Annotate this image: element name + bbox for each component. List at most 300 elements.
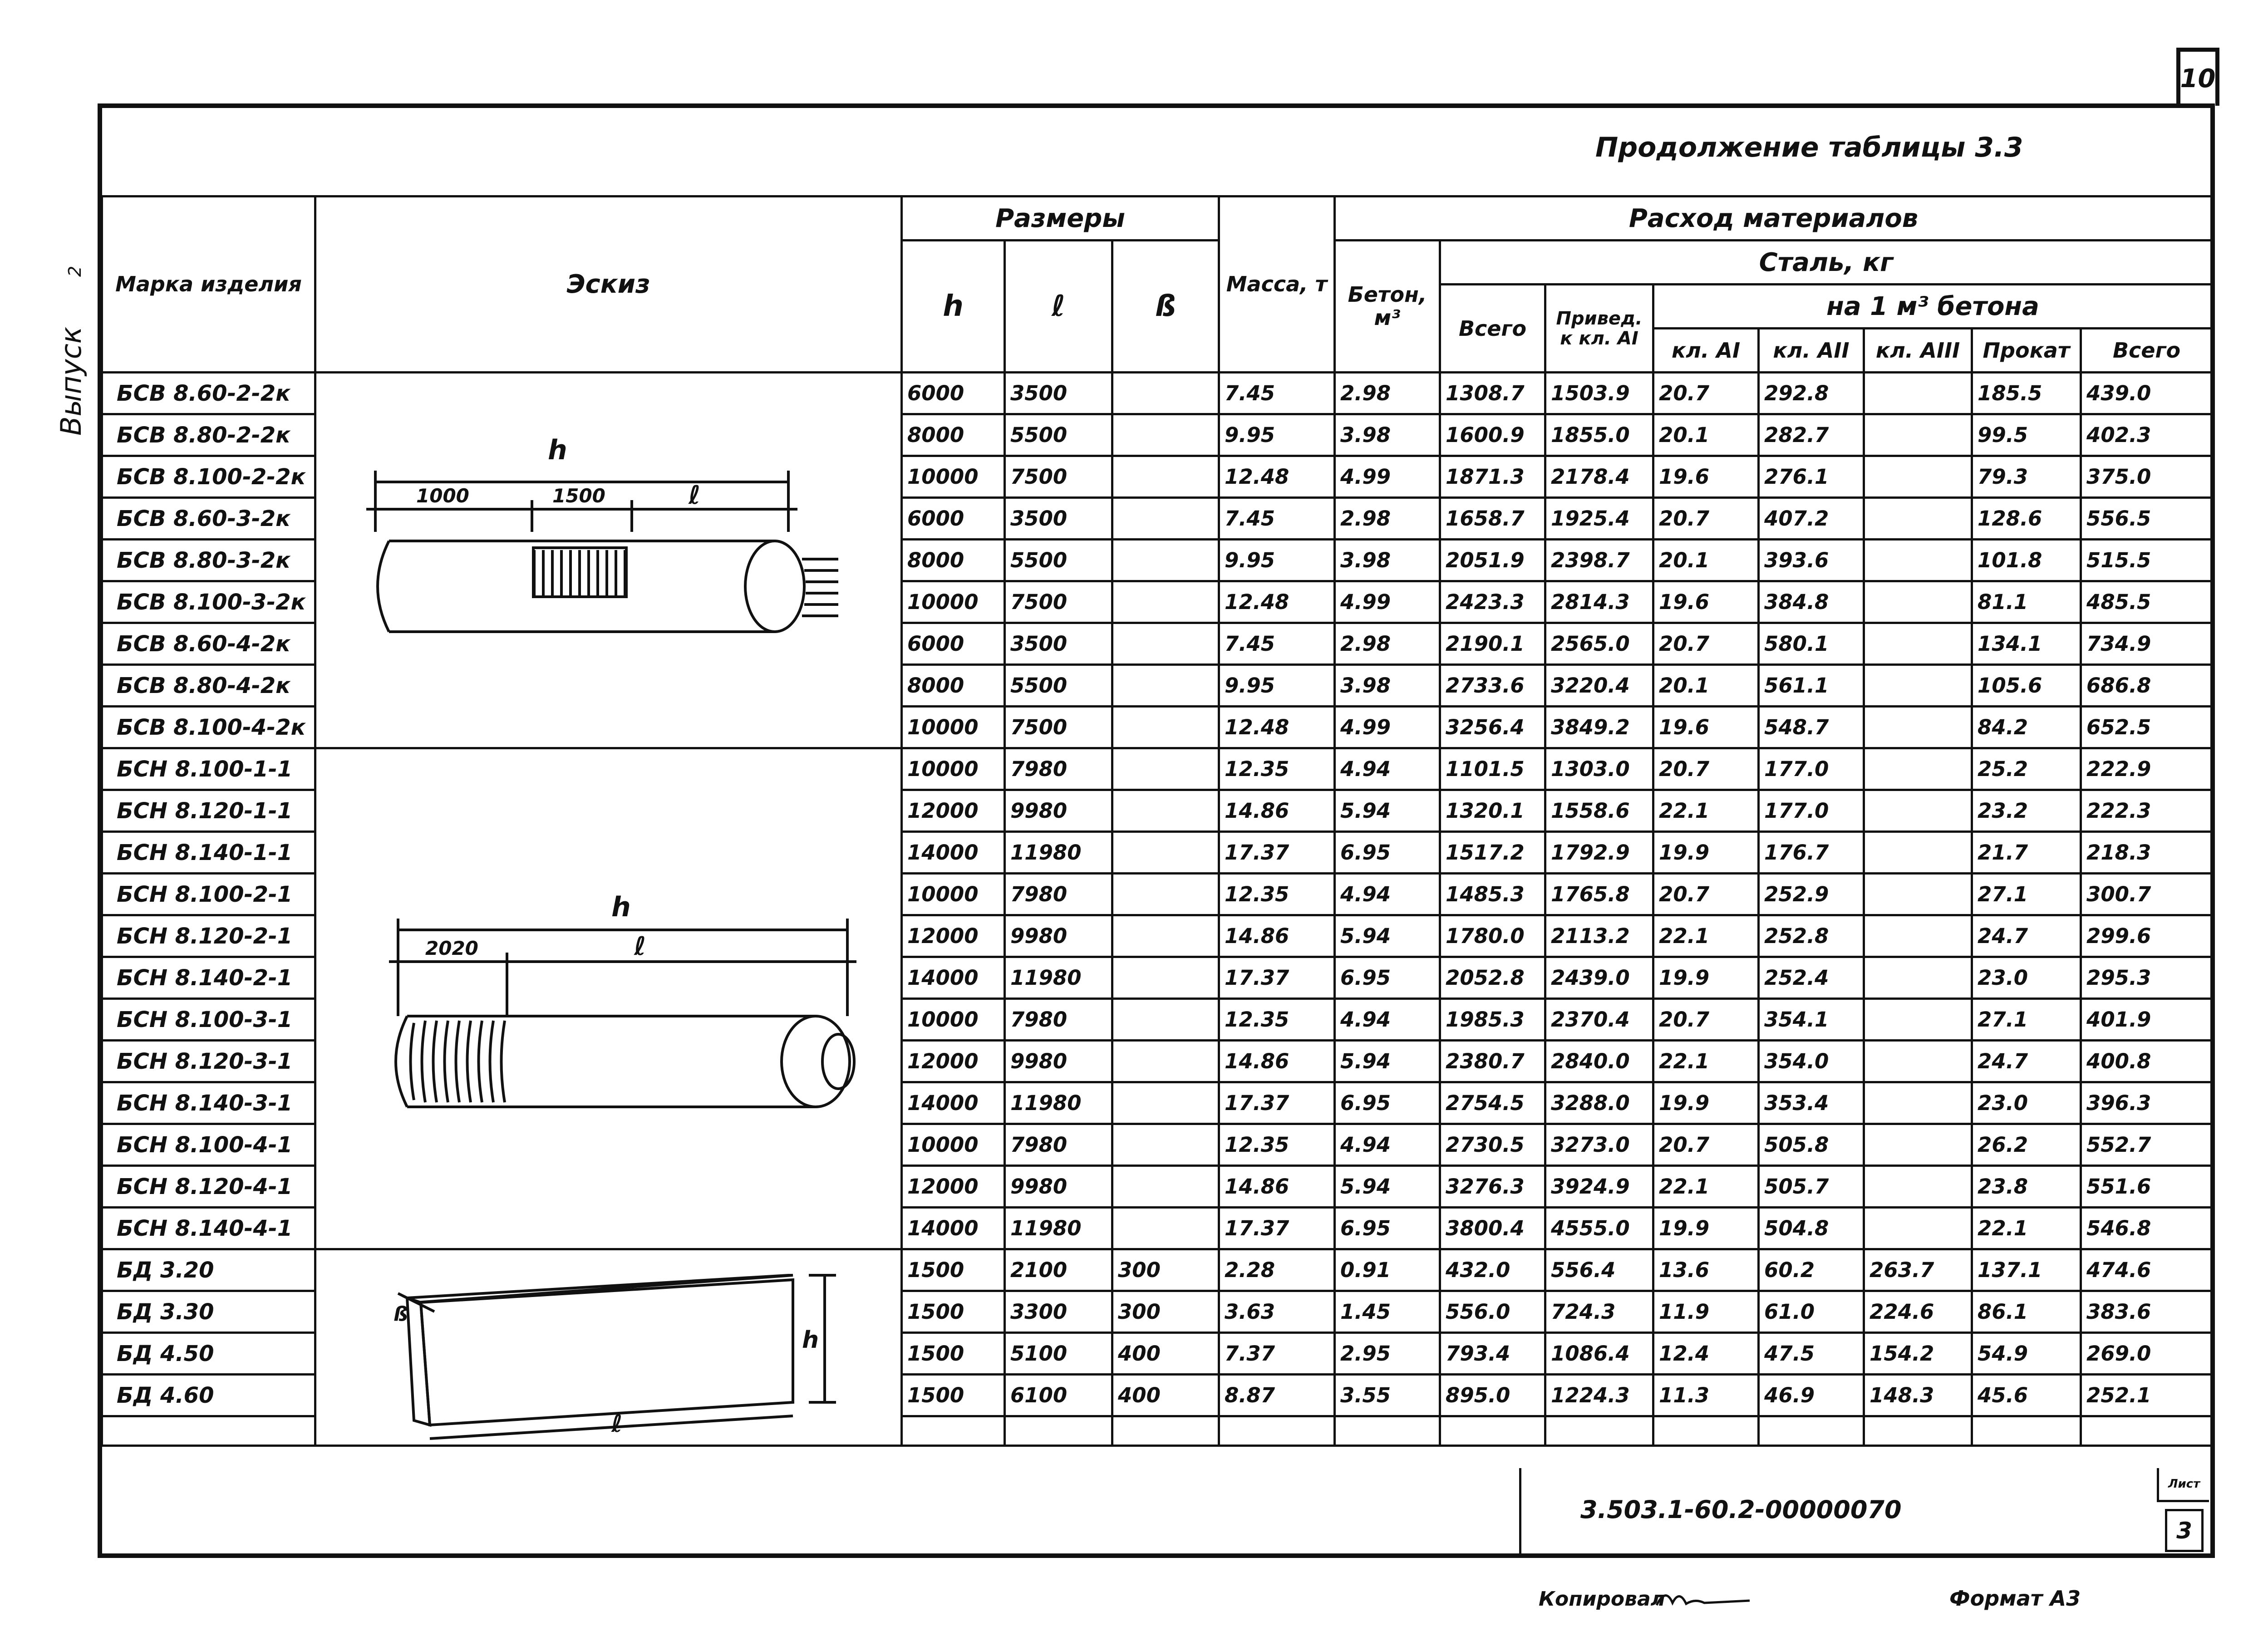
cell-mass: 7.45 xyxy=(1219,373,1335,414)
cell-reduced: 3924.9 xyxy=(1545,1166,1653,1208)
cell-total: 2730.5 xyxy=(1440,1124,1545,1166)
cell-reduced: 724.3 xyxy=(1545,1291,1653,1333)
cell-a2: 177.0 xyxy=(1759,790,1864,832)
cell-l: 5500 xyxy=(1005,665,1112,707)
cell-reduced: 1855.0 xyxy=(1545,414,1653,456)
sketch-cell xyxy=(315,373,902,748)
cell-mass: 9.95 xyxy=(1219,540,1335,581)
sketch3-h-label: h xyxy=(802,1327,819,1354)
cell-l: 5500 xyxy=(1005,414,1112,456)
cell-concrete: 4.99 xyxy=(1335,581,1440,623)
cell-l: 7980 xyxy=(1005,874,1112,915)
cell-a1: 20.7 xyxy=(1653,623,1759,665)
cell-total: 3800.4 xyxy=(1440,1208,1545,1249)
cell-a3 xyxy=(1864,832,1972,874)
cell-mass: 17.37 xyxy=(1219,1208,1335,1249)
cell-b xyxy=(1112,1208,1219,1249)
cell-a3 xyxy=(1864,874,1972,915)
cell-mass: 3.63 xyxy=(1219,1291,1335,1333)
cell-empty xyxy=(102,1416,315,1446)
cell-a3: 263.7 xyxy=(1864,1249,1972,1291)
sketch3-b-label: ß xyxy=(394,1302,408,1326)
cell-h: 6000 xyxy=(902,498,1005,540)
cell-h: 12000 xyxy=(902,790,1005,832)
cell-a1: 20.1 xyxy=(1653,414,1759,456)
cell-a2: 252.9 xyxy=(1759,874,1864,915)
cell-h: 14000 xyxy=(902,1208,1005,1249)
cell-total2: 252.1 xyxy=(2081,1375,2213,1416)
cell-reduced: 2398.7 xyxy=(1545,540,1653,581)
cell-l: 7500 xyxy=(1005,581,1112,623)
cell-a2: 504.8 xyxy=(1759,1208,1864,1249)
cell-mark: БСВ 8.100-2-2к xyxy=(102,456,315,498)
cell-mass: 17.37 xyxy=(1219,832,1335,874)
cell-l: 9980 xyxy=(1005,790,1112,832)
cell-a2: 177.0 xyxy=(1759,748,1864,790)
cell-a1: 19.6 xyxy=(1653,581,1759,623)
cell-total: 1320.1 xyxy=(1440,790,1545,832)
cell-empty xyxy=(1759,1416,1864,1446)
cell-b xyxy=(1112,498,1219,540)
table-body xyxy=(102,373,2213,1446)
sketch2-dim-a: 2020 xyxy=(425,937,478,959)
cell-a3 xyxy=(1864,373,1972,414)
cell-total2: 485.5 xyxy=(2081,581,2213,623)
sketch-cell xyxy=(315,748,902,1249)
cell-a1: 19.6 xyxy=(1653,707,1759,748)
cell-a2: 505.7 xyxy=(1759,1166,1864,1208)
cell-a1: 20.7 xyxy=(1653,1124,1759,1166)
cell-total2: 300.7 xyxy=(2081,874,2213,915)
cell-l: 3500 xyxy=(1005,623,1112,665)
cell-a2: 292.8 xyxy=(1759,373,1864,414)
cell-b xyxy=(1112,999,1219,1041)
cell-b: 400 xyxy=(1112,1375,1219,1416)
cell-rolled: 99.5 xyxy=(1972,414,2081,456)
cell-reduced: 556.4 xyxy=(1545,1249,1653,1291)
sketch-bsn-pile xyxy=(316,762,902,1236)
copied-by: Копировал xyxy=(1539,1587,1665,1611)
cell-total2: 546.8 xyxy=(2081,1208,2213,1249)
cell-rolled: 134.1 xyxy=(1972,623,2081,665)
cell-concrete: 4.94 xyxy=(1335,1124,1440,1166)
cell-reduced: 2439.0 xyxy=(1545,957,1653,999)
cell-a1: 20.7 xyxy=(1653,373,1759,414)
cell-total2: 375.0 xyxy=(2081,456,2213,498)
cell-reduced: 3849.2 xyxy=(1545,707,1653,748)
cell-a1: 11.3 xyxy=(1653,1375,1759,1416)
header-b: ß xyxy=(1112,241,1219,373)
cell-empty xyxy=(1219,1416,1335,1446)
cell-b xyxy=(1112,581,1219,623)
cell-a1: 19.9 xyxy=(1653,832,1759,874)
cell-mass: 12.35 xyxy=(1219,748,1335,790)
cell-h: 8000 xyxy=(902,665,1005,707)
cell-mass: 12.35 xyxy=(1219,874,1335,915)
cell-mass: 17.37 xyxy=(1219,1082,1335,1124)
cell-reduced: 2565.0 xyxy=(1545,623,1653,665)
sketch1-dim-b: 1500 xyxy=(552,484,605,507)
cell-a2: 282.7 xyxy=(1759,414,1864,456)
cell-total: 556.0 xyxy=(1440,1291,1545,1333)
cell-total2: 396.3 xyxy=(2081,1082,2213,1124)
cell-total2: 552.7 xyxy=(2081,1124,2213,1166)
cell-a2: 176.7 xyxy=(1759,832,1864,874)
cell-concrete: 5.94 xyxy=(1335,1041,1440,1082)
cell-mark: БСН 8.140-2-1 xyxy=(102,957,315,999)
signature-icon xyxy=(1654,1585,1754,1612)
cell-total2: 222.9 xyxy=(2081,748,2213,790)
cell-mark: БСН 8.120-3-1 xyxy=(102,1041,315,1082)
cell-a1: 19.9 xyxy=(1653,1208,1759,1249)
cell-mass: 17.37 xyxy=(1219,957,1335,999)
cell-concrete: 3.98 xyxy=(1335,540,1440,581)
cell-total: 1780.0 xyxy=(1440,915,1545,957)
cell-l: 11980 xyxy=(1005,957,1112,999)
cell-reduced: 1558.6 xyxy=(1545,790,1653,832)
cell-l: 6100 xyxy=(1005,1375,1112,1416)
cell-total: 1485.3 xyxy=(1440,874,1545,915)
sketch3-l-label: ℓ xyxy=(611,1410,623,1438)
cell-l: 9980 xyxy=(1005,1041,1112,1082)
header-cl-a1: кл. AI xyxy=(1653,329,1759,373)
cell-total: 2052.8 xyxy=(1440,957,1545,999)
cell-a2: 580.1 xyxy=(1759,623,1864,665)
cell-a2: 60.2 xyxy=(1759,1249,1864,1291)
cell-mark: БСН 8.140-3-1 xyxy=(102,1082,315,1124)
cell-total2: 734.9 xyxy=(2081,623,2213,665)
cell-rolled: 128.6 xyxy=(1972,498,2081,540)
cell-b xyxy=(1112,957,1219,999)
cell-total: 2733.6 xyxy=(1440,665,1545,707)
cell-a3 xyxy=(1864,665,1972,707)
header-h: h xyxy=(902,241,1005,373)
cell-mark: БСВ 8.60-2-2к xyxy=(102,373,315,414)
header-l: ℓ xyxy=(1005,241,1112,373)
cell-concrete: 6.95 xyxy=(1335,1082,1440,1124)
cell-total: 1985.3 xyxy=(1440,999,1545,1041)
cell-mark: БСВ 8.80-3-2к xyxy=(102,540,315,581)
cell-total: 432.0 xyxy=(1440,1249,1545,1291)
sheet-format: Формат А3 xyxy=(1949,1586,2081,1611)
cell-concrete: 2.95 xyxy=(1335,1333,1440,1375)
cell-a3 xyxy=(1864,498,1972,540)
cell-mark: БСН 8.100-1-1 xyxy=(102,748,315,790)
cell-a1: 20.7 xyxy=(1653,874,1759,915)
cell-total2: 474.6 xyxy=(2081,1249,2213,1291)
cell-rolled: 45.6 xyxy=(1972,1375,2081,1416)
cell-mass: 7.37 xyxy=(1219,1333,1335,1375)
cell-rolled: 21.7 xyxy=(1972,832,2081,874)
sketch1-l-label: ℓ xyxy=(689,480,701,510)
vertical-label: Выпуск xyxy=(54,326,88,436)
cell-a1: 13.6 xyxy=(1653,1249,1759,1291)
cell-l: 7980 xyxy=(1005,1124,1112,1166)
cell-a1: 20.1 xyxy=(1653,665,1759,707)
cell-h: 6000 xyxy=(902,623,1005,665)
header-cl-a2: кл. AII xyxy=(1759,329,1864,373)
cell-empty xyxy=(1972,1416,2081,1446)
cell-mass: 14.86 xyxy=(1219,915,1335,957)
cell-mark: БСВ 8.100-4-2к xyxy=(102,707,315,748)
header-materials: Расход материалов xyxy=(1335,197,2213,241)
cell-reduced: 2370.4 xyxy=(1545,999,1653,1041)
header-dimensions: Размеры xyxy=(902,197,1219,241)
cell-b xyxy=(1112,1041,1219,1082)
cell-concrete: 4.99 xyxy=(1335,456,1440,498)
cell-mark: БСН 8.100-4-1 xyxy=(102,1124,315,1166)
cell-l: 11980 xyxy=(1005,832,1112,874)
cell-a3 xyxy=(1864,790,1972,832)
cell-mass: 8.87 xyxy=(1219,1375,1335,1416)
cell-reduced: 4555.0 xyxy=(1545,1208,1653,1249)
table-row xyxy=(102,748,2213,790)
cell-h: 14000 xyxy=(902,957,1005,999)
cell-mass: 12.48 xyxy=(1219,707,1335,748)
cell-reduced: 1086.4 xyxy=(1545,1333,1653,1375)
cell-mass: 2.28 xyxy=(1219,1249,1335,1291)
cell-a2: 353.4 xyxy=(1759,1082,1864,1124)
cell-l: 3500 xyxy=(1005,498,1112,540)
cell-mark: БД 4.60 xyxy=(102,1375,315,1416)
cell-h: 14000 xyxy=(902,1082,1005,1124)
cell-mass: 12.48 xyxy=(1219,456,1335,498)
cell-mass: 12.48 xyxy=(1219,581,1335,623)
cell-a3 xyxy=(1864,748,1972,790)
cell-rolled: 23.2 xyxy=(1972,790,2081,832)
cell-total: 1308.7 xyxy=(1440,373,1545,414)
cell-total2: 269.0 xyxy=(2081,1333,2213,1375)
cell-total2: 400.8 xyxy=(2081,1041,2213,1082)
cell-total: 1658.7 xyxy=(1440,498,1545,540)
cell-h: 1500 xyxy=(902,1375,1005,1416)
cell-rolled: 23.0 xyxy=(1972,1082,2081,1124)
cell-concrete: 2.98 xyxy=(1335,498,1440,540)
cell-mass: 12.35 xyxy=(1219,1124,1335,1166)
cell-concrete: 3.98 xyxy=(1335,414,1440,456)
cell-l: 11980 xyxy=(1005,1082,1112,1124)
cell-mark: БСН 8.120-4-1 xyxy=(102,1166,315,1208)
cell-h: 12000 xyxy=(902,1041,1005,1082)
cell-a3: 224.6 xyxy=(1864,1291,1972,1333)
cell-h: 10000 xyxy=(902,1124,1005,1166)
cell-total2: 218.3 xyxy=(2081,832,2213,874)
cell-b xyxy=(1112,414,1219,456)
cell-rolled: 25.2 xyxy=(1972,748,2081,790)
cell-a2: 505.8 xyxy=(1759,1124,1864,1166)
cell-total: 1517.2 xyxy=(1440,832,1545,874)
cell-empty xyxy=(1653,1416,1759,1446)
cell-a3 xyxy=(1864,623,1972,665)
cell-a1: 20.7 xyxy=(1653,748,1759,790)
cell-rolled: 23.8 xyxy=(1972,1166,2081,1208)
cell-a3 xyxy=(1864,540,1972,581)
cell-rolled: 185.5 xyxy=(1972,373,2081,414)
cell-rolled: 101.8 xyxy=(1972,540,2081,581)
title-block-divider xyxy=(1519,1468,1521,1554)
cell-b: 400 xyxy=(1112,1333,1219,1375)
cell-concrete: 5.94 xyxy=(1335,1166,1440,1208)
cell-a3 xyxy=(1864,707,1972,748)
cell-b xyxy=(1112,832,1219,874)
title-block xyxy=(101,1468,2211,1554)
cell-a1: 12.4 xyxy=(1653,1333,1759,1375)
cell-a3 xyxy=(1864,581,1972,623)
cell-h: 10000 xyxy=(902,707,1005,748)
cell-reduced: 2840.0 xyxy=(1545,1041,1653,1082)
cell-a2: 384.8 xyxy=(1759,581,1864,623)
table-row xyxy=(102,1249,2213,1291)
cell-total2: 383.6 xyxy=(2081,1291,2213,1333)
header-total2: Всего xyxy=(2081,329,2213,373)
cell-concrete: 6.95 xyxy=(1335,1208,1440,1249)
cell-l: 7980 xyxy=(1005,999,1112,1041)
cell-a2: 548.7 xyxy=(1759,707,1864,748)
cell-total: 793.4 xyxy=(1440,1333,1545,1375)
cell-rolled: 86.1 xyxy=(1972,1291,2081,1333)
cell-l: 5500 xyxy=(1005,540,1112,581)
list-number: 3 xyxy=(2165,1509,2204,1552)
cell-total2: 652.5 xyxy=(2081,707,2213,748)
cell-a2: 354.1 xyxy=(1759,999,1864,1041)
cell-h: 10000 xyxy=(902,748,1005,790)
cell-concrete: 6.95 xyxy=(1335,832,1440,874)
cell-total2: 439.0 xyxy=(2081,373,2213,414)
cell-h: 8000 xyxy=(902,414,1005,456)
cell-concrete: 5.94 xyxy=(1335,915,1440,957)
cell-a2: 561.1 xyxy=(1759,665,1864,707)
cell-rolled: 24.7 xyxy=(1972,915,2081,957)
cell-mass: 12.35 xyxy=(1219,999,1335,1041)
table-row xyxy=(102,373,2213,414)
cell-reduced: 1792.9 xyxy=(1545,832,1653,874)
cell-a3 xyxy=(1864,1041,1972,1082)
cell-total2: 515.5 xyxy=(2081,540,2213,581)
cell-h: 10000 xyxy=(902,581,1005,623)
cell-b xyxy=(1112,1166,1219,1208)
cell-l: 9980 xyxy=(1005,1166,1112,1208)
cell-b xyxy=(1112,623,1219,665)
cell-mark: БСВ 8.60-3-2к xyxy=(102,498,315,540)
cell-total: 2423.3 xyxy=(1440,581,1545,623)
cell-a1: 20.7 xyxy=(1653,999,1759,1041)
cell-rolled: 27.1 xyxy=(1972,999,2081,1041)
cell-empty xyxy=(902,1416,1005,1446)
cell-mark: БСВ 8.100-3-2к xyxy=(102,581,315,623)
cell-a1: 19.9 xyxy=(1653,957,1759,999)
header-steel: Сталь, кг xyxy=(1440,241,2213,285)
page-number: 10 xyxy=(2176,48,2219,106)
cell-total: 3276.3 xyxy=(1440,1166,1545,1208)
cell-b xyxy=(1112,456,1219,498)
cell-rolled: 27.1 xyxy=(1972,874,2081,915)
cell-mark: БСН 8.120-1-1 xyxy=(102,790,315,832)
cell-a1: 22.1 xyxy=(1653,915,1759,957)
cell-total: 1101.5 xyxy=(1440,748,1545,790)
cell-concrete: 4.99 xyxy=(1335,707,1440,748)
cell-empty xyxy=(1440,1416,1545,1446)
materials-table xyxy=(101,195,2214,1447)
cell-empty xyxy=(1864,1416,1972,1446)
cell-total: 2754.5 xyxy=(1440,1082,1545,1124)
cell-l: 3500 xyxy=(1005,373,1112,414)
cell-reduced: 2113.2 xyxy=(1545,915,1653,957)
cell-concrete: 2.98 xyxy=(1335,623,1440,665)
cell-total2: 556.5 xyxy=(2081,498,2213,540)
cell-a1: 22.1 xyxy=(1653,1166,1759,1208)
cell-b xyxy=(1112,373,1219,414)
cell-empty xyxy=(1005,1416,1112,1446)
cell-reduced: 1303.0 xyxy=(1545,748,1653,790)
cell-a3 xyxy=(1864,957,1972,999)
cell-total2: 686.8 xyxy=(2081,665,2213,707)
cell-total: 1600.9 xyxy=(1440,414,1545,456)
cell-mark: БД 3.30 xyxy=(102,1291,315,1333)
cell-b xyxy=(1112,790,1219,832)
cell-mark: БСВ 8.80-4-2к xyxy=(102,665,315,707)
cell-mark: БСВ 8.60-4-2к xyxy=(102,623,315,665)
cell-a3 xyxy=(1864,915,1972,957)
cell-a2: 46.9 xyxy=(1759,1375,1864,1416)
cell-l: 7980 xyxy=(1005,748,1112,790)
cell-a2: 252.8 xyxy=(1759,915,1864,957)
header-reduced: Привед. к кл. AI xyxy=(1545,285,1653,373)
header-cl-a3: кл. AIII xyxy=(1864,329,1972,373)
cell-a3 xyxy=(1864,414,1972,456)
cell-reduced: 2814.3 xyxy=(1545,581,1653,623)
cell-mark: БСН 8.100-3-1 xyxy=(102,999,315,1041)
header-sketch: Эскиз xyxy=(315,197,902,373)
cell-total: 895.0 xyxy=(1440,1375,1545,1416)
cell-reduced: 3273.0 xyxy=(1545,1124,1653,1166)
cell-h: 10000 xyxy=(902,874,1005,915)
cell-concrete: 3.98 xyxy=(1335,665,1440,707)
cell-mass: 7.45 xyxy=(1219,623,1335,665)
cell-empty xyxy=(1545,1416,1653,1446)
cell-a2: 276.1 xyxy=(1759,456,1864,498)
vertical-label-number: 2 xyxy=(65,265,85,277)
cell-a2: 393.6 xyxy=(1759,540,1864,581)
cell-rolled: 26.2 xyxy=(1972,1124,2081,1166)
cell-h: 8000 xyxy=(902,540,1005,581)
header-mass: Масса, т xyxy=(1219,197,1335,373)
cell-rolled: 22.1 xyxy=(1972,1208,2081,1249)
cell-a2: 252.4 xyxy=(1759,957,1864,999)
cell-a2: 61.0 xyxy=(1759,1291,1864,1333)
cell-h: 12000 xyxy=(902,1166,1005,1208)
cell-l: 9980 xyxy=(1005,915,1112,957)
cell-l: 7500 xyxy=(1005,707,1112,748)
cell-concrete: 6.95 xyxy=(1335,957,1440,999)
cell-mass: 14.86 xyxy=(1219,790,1335,832)
cell-concrete: 1.45 xyxy=(1335,1291,1440,1333)
cell-a1: 22.1 xyxy=(1653,790,1759,832)
cell-mark: БД 4.50 xyxy=(102,1333,315,1375)
cell-a3: 154.2 xyxy=(1864,1333,1972,1375)
cell-mass: 14.86 xyxy=(1219,1041,1335,1082)
cell-h: 10000 xyxy=(902,999,1005,1041)
cell-mark: БСН 8.100-2-1 xyxy=(102,874,315,915)
sketch1-dim-a: 1000 xyxy=(416,484,469,507)
cell-total2: 401.9 xyxy=(2081,999,2213,1041)
cell-b: 300 xyxy=(1112,1249,1219,1291)
cell-total2: 222.3 xyxy=(2081,790,2213,832)
sketch1-h-label: h xyxy=(548,434,567,466)
cell-a2: 354.0 xyxy=(1759,1041,1864,1082)
cell-a1: 22.1 xyxy=(1653,1041,1759,1082)
cell-a1: 19.9 xyxy=(1653,1082,1759,1124)
cell-reduced: 1925.4 xyxy=(1545,498,1653,540)
